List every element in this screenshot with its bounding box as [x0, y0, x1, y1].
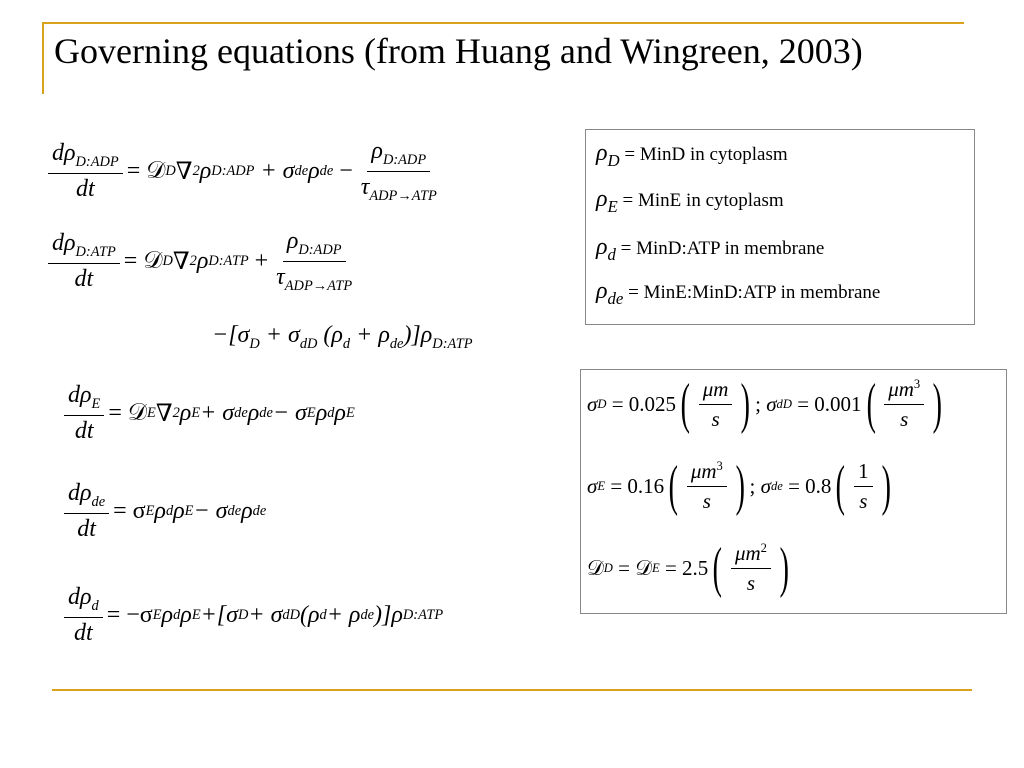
- parameter-values-box: [580, 369, 1007, 614]
- equation-1: $\frac{d\rho_{D:ADP}}{dt}$ = 𝒟 D ∇ 2 ρ D:ADP + σ de ρ de − $\frac{\rho_{D:ADP}}{\tau_{ADP\to ATP}}$: [44, 138, 445, 205]
- legend-row-rho-D: $\rho_D$ = MinD in cytoplasm: [596, 140, 788, 170]
- eq1-lhs-fraction: $\frac{d\rho_{D:ADP}}{dt}$: [48, 140, 123, 203]
- legend-row-rho-d: $\rho_d$ = MinD:ATP in membrane: [596, 234, 825, 264]
- legend-row-rho-de: $\rho_{de}$ = MinE:MinD:ATP in membrane: [596, 278, 881, 308]
- slide-title: Governing equations (from Huang and Wingreen, 2003): [54, 31, 863, 71]
- variable-legend-box: [585, 129, 975, 325]
- eq2-lhs-fraction: $\frac{d\rho_{D:ATP}}{dt}$: [48, 230, 120, 293]
- top-accent-line: [42, 22, 964, 24]
- equation-3: $\frac{d\rho_E}{dt}$ = 𝒟 E ∇ 2 ρ E + σ de ρ de − σ E ρ d ρ E: [60, 382, 355, 445]
- left-accent-line: [42, 22, 44, 94]
- equation-2: $\frac{d\rho_{D:ATP}}{dt}$ = 𝒟 D ∇ 2 ρ D:ATP + $\frac{\rho_{D:ADP}}{\tau_{ADP\to ATP}}$: [44, 228, 360, 295]
- eq1-rhs-fraction: $\frac{\rho_{D:ADP}}{\tau_{ADP\to ATP}}$: [360, 138, 437, 204]
- eq4-lhs-fraction: $\frac{d\rho_{de}}{dt}$: [64, 480, 109, 543]
- eq2-rhs-fraction: $\frac{\rho_{D:ADP}}{\tau_{ADP\to ATP}}$: [276, 228, 353, 294]
- eq5-lhs-fraction: $\frac{d\rho_d}{dt}$: [64, 584, 103, 647]
- equation-5: $\frac{d\rho_d}{dt}$ = −σ E ρ d ρ E +[σ D + σ dD (ρ d + ρ de )]ρ D:ATP: [60, 584, 443, 647]
- legend-row-rho-E: $\rho_E$ = MinE in cytoplasm: [596, 186, 784, 216]
- eq3-lhs-fraction: $\frac{d\rho_E}{dt}$: [64, 382, 104, 445]
- bottom-accent-line: [52, 689, 972, 691]
- param-row-3: 𝒟 D = 𝒟 E = 2.5 ( $\frac{\mu m^2}{s}$ ): [587, 537, 789, 599]
- equation-2-continuation: $-[\sigma_D + \sigma_{dD}$ $(\rho_d + \rho_{de})]\rho_{D:ATP}$: [212, 322, 473, 352]
- param-row-1: σ D = 0.025 ( $\frac{\mu m}{s}$ ) ; σ dD = 0.001 ( $\frac{\mu m^3}{s}$ ): [587, 373, 943, 435]
- equation-4: $\frac{d\rho_{de}}{dt}$ = σ E ρ d ρ E − σ de ρ de: [60, 480, 266, 543]
- param-row-2: σ E = 0.16 ( $\frac{\mu m^3}{s}$ ) ; σ de = 0.8 ( $\frac{1}{s}$ ): [587, 455, 891, 517]
